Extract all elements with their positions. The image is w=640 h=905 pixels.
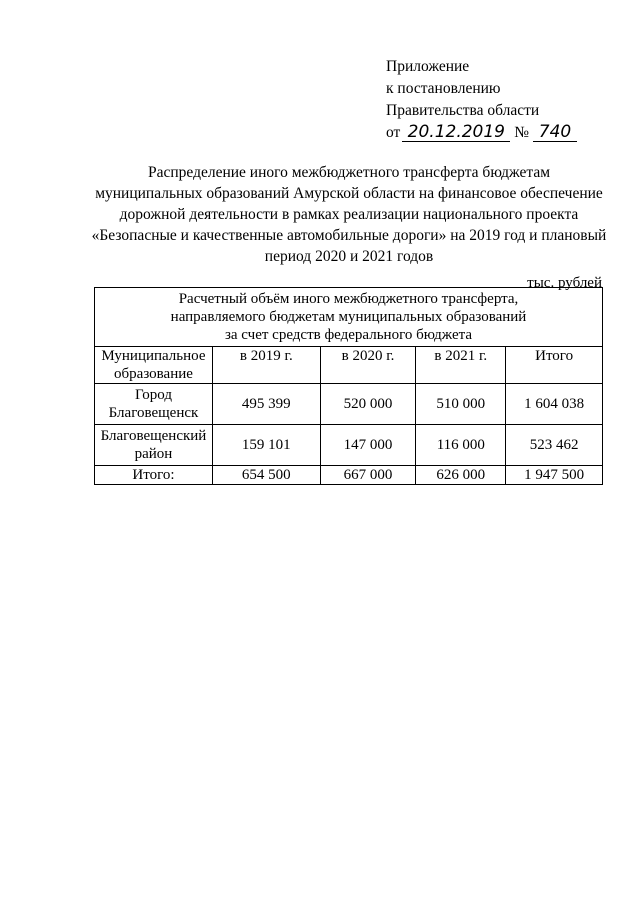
document-title [88,162,610,267]
handwritten-date: 20.12.2019 [402,123,510,142]
title-line-4: «Безопасные и качественные автомобильные дороги» на 2019 год и плановый [91,227,607,244]
units-label: тыс. рублей [527,275,602,291]
cell-total: 1 604 038 [506,384,603,425]
municipality-name-line-2: Благовещенск [108,405,199,421]
row-municipality [95,425,213,466]
title-line-3: дорожной деятельности в рамках реализации национального проекта [119,206,579,223]
cell-2019: 159 101 [212,425,320,466]
cell-total: 523 462 [506,425,603,466]
number-label: № [514,124,529,141]
cell-2020: 147 000 [320,425,416,466]
column-header-2020: в 2020 г. [320,347,416,384]
total-sum: 1 947 500 [506,466,603,485]
appendix-date-line [386,122,577,144]
table-row [95,384,603,425]
title-line-2: муниципальных образований Амурской области на финансовое обеспечение [95,185,603,202]
column-header-total: Итого [506,347,603,384]
column-header-row [95,347,603,384]
total-2020: 667 000 [320,466,416,485]
title-line-1: Распределение иного межбюджетного трансферта бюджетам [147,164,551,181]
table-header-line-2: направляемого бюджетам муниципальных образований [170,309,527,325]
cell-2019: 495 399 [212,384,320,425]
appendix-line-2: к постановлению [386,80,501,97]
appendix-line-3: Правительства области [386,102,540,119]
from-label: от [386,124,401,141]
total-row [95,466,603,485]
appendix-line-1: Приложение [386,58,470,75]
column-header-municipality: Муниципальное образование [95,347,213,384]
cell-2021: 510 000 [416,384,506,425]
total-label: Итого: [95,466,213,485]
column-header-2019: в 2019 г. [212,347,320,384]
cell-2020: 520 000 [320,384,416,425]
total-2021: 626 000 [416,466,506,485]
table-header [95,288,603,347]
total-2019: 654 500 [212,466,320,485]
column-header-2021: в 2021 г. [416,347,506,384]
table-header-line-3: за счет средств федерального бюджета [224,327,473,343]
row-municipality [95,384,213,425]
title-line-5: период 2020 и 2021 годов [264,248,434,265]
municipality-name-line-1: Благовещенский [100,428,207,444]
transfer-table [94,287,603,485]
municipality-name-line-1: Город [134,387,172,403]
table-row [95,425,603,466]
table-header-line-1: Расчетный объём иного межбюджетного трансферта, [178,291,519,307]
municipality-name-line-2: район [134,446,173,462]
table-header-row [95,288,603,347]
appendix-block [386,56,577,144]
handwritten-number: 740 [533,123,577,142]
cell-2021: 116 000 [416,425,506,466]
